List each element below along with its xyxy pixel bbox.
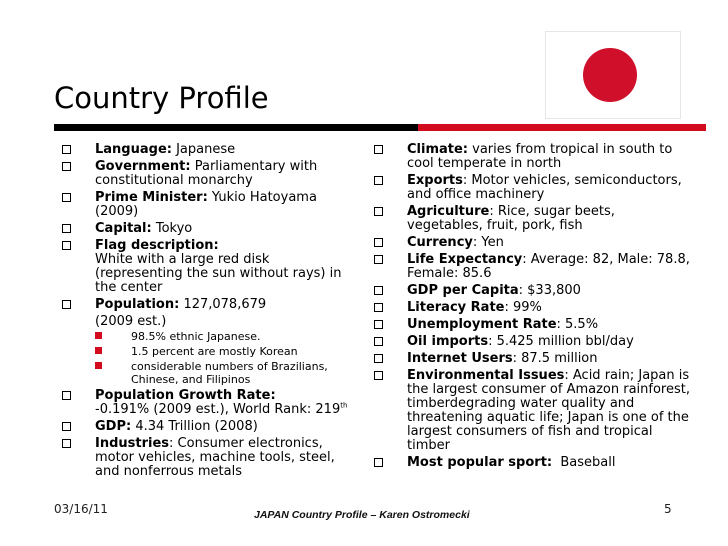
right-column: [374, 143, 692, 473]
item-text: Japanese: [171, 142, 236, 157]
item-text: : 99%: [504, 300, 542, 315]
square-bullet-icon: [62, 193, 71, 202]
population-sublist: [95, 330, 352, 386]
item-label: Oil imports: [407, 334, 489, 349]
square-bullet-icon: [374, 337, 383, 346]
item-text: : Consumer electronics, motor vehicles, machine tools, steel, and nonferrous metals: [95, 436, 335, 479]
list-item-gdp: [62, 420, 352, 434]
item-label: Government:: [95, 159, 191, 174]
list-item-life-expectancy: [374, 253, 692, 281]
item-text: : Yen: [472, 235, 504, 250]
item-text: : 5.5%: [556, 317, 599, 332]
footer-date: 03/16/11: [54, 502, 108, 516]
square-bullet-icon: [374, 238, 383, 247]
list-item-flag-description: [62, 239, 352, 295]
list-item-gdp-per-capita: [374, 284, 692, 298]
item-label: Most popular sport:: [407, 455, 553, 470]
list-item-oil-imports: [374, 335, 692, 349]
square-bullet-icon: [62, 439, 71, 448]
list-item-prime-minister: [62, 191, 352, 219]
item-label: Population Growth Rate:: [95, 388, 276, 403]
item-label: Life Expectancy: [407, 252, 523, 267]
item-label: GDP:: [95, 419, 132, 434]
slide-title: Country Profile: [54, 81, 269, 115]
item-text: 4.34 Trillion (2008): [131, 419, 258, 434]
sub-list-item: [95, 360, 352, 386]
item-text: Yukio Hatoyama (2009): [95, 190, 317, 219]
square-bullet-icon: [62, 422, 71, 431]
title-rule-red: [418, 124, 706, 131]
item-label: GDP per Capita: [407, 283, 519, 298]
item-text: : Motor vehicles, semiconductors, and office machinery: [407, 173, 682, 202]
square-bullet-icon: [374, 207, 383, 216]
item-text-continued: (2009 est.): [95, 314, 167, 329]
square-bullet-icon: [374, 286, 383, 295]
list-item-government: [62, 160, 352, 188]
item-label: Capital:: [95, 221, 152, 236]
footer-title: JAPAN Country Profile – Karen Ostromecki: [254, 509, 470, 521]
flag-red-disk: [583, 48, 637, 102]
item-text: : Rice, sugar beets, vegetables, fruit, pork, fish: [407, 204, 615, 233]
item-text: Tokyo: [151, 221, 193, 236]
item-label: Population:: [95, 297, 180, 312]
item-text: -0.191% (2009 est.), World Rank: 219: [95, 402, 341, 417]
red-square-bullet-icon: [95, 347, 102, 354]
list-item-currency: [374, 236, 692, 250]
item-label: Unemployment Rate: [407, 317, 557, 332]
square-bullet-icon: [374, 371, 383, 380]
square-bullet-icon: [62, 224, 71, 233]
list-item-language: [62, 143, 352, 157]
list-item-exports: [374, 174, 692, 202]
list-item-internet-users: [374, 352, 692, 366]
square-bullet-icon: [374, 176, 383, 185]
square-bullet-icon: [374, 354, 383, 363]
square-bullet-icon: [374, 458, 383, 467]
page-number: 5: [664, 502, 672, 516]
item-label: Currency: [407, 235, 473, 250]
item-text: : 5.425 million bbl/day: [488, 334, 634, 349]
item-label: Environmental Issues: [407, 368, 565, 383]
item-label: Internet Users: [407, 351, 513, 366]
sub-item-text: 98.5% ethnic Japanese.: [131, 330, 261, 343]
title-rule-black: [54, 124, 418, 131]
square-bullet-icon: [62, 241, 71, 250]
sub-item-text: considerable numbers of Brazilians, Chinese, and Filipinos: [131, 360, 328, 386]
list-item-literacy-rate: [374, 301, 692, 315]
item-label: Flag description:: [95, 238, 219, 253]
red-square-bullet-icon: [95, 362, 102, 369]
list-item-agriculture: [374, 205, 692, 233]
square-bullet-icon: [374, 320, 383, 329]
list-item-industries: [62, 437, 352, 479]
list-item-population-growth: [62, 389, 352, 417]
square-bullet-icon: [62, 300, 71, 309]
item-text: 127,078,679: [179, 297, 267, 312]
square-bullet-icon: [62, 145, 71, 154]
item-label: Prime Minister:: [95, 190, 208, 205]
list-item-environmental-issues: [374, 369, 692, 453]
sub-item-text: 1.5 percent are mostly Korean: [131, 345, 298, 358]
sub-list-item: [95, 345, 352, 358]
item-text: varies from tropical in south to cool temperate in north: [407, 142, 673, 171]
list-item-population: [62, 298, 352, 386]
item-text: : Acid rain; Japan is the largest consumer of Amazon rainforest, timberdegrading water quality and threatening aquatic life; Japan is one of the largest consumers of fish and tropical timber: [407, 368, 690, 453]
item-label: Climate:: [407, 142, 469, 157]
item-label: Industries: [95, 436, 170, 451]
item-label: Exports: [407, 173, 463, 188]
item-text: : Average: 82, Male: 78.8, Female: 85.6: [407, 252, 690, 281]
item-text: : 87.5 million: [512, 351, 598, 366]
square-bullet-icon: [62, 162, 71, 171]
item-label: Literacy Rate: [407, 300, 505, 315]
item-text: Parliamentary with constitutional monarchy: [95, 159, 318, 188]
list-item-unemployment-rate: [374, 318, 692, 332]
item-text: White with a large red disk (representing the sun without rays) in the center: [95, 252, 342, 295]
left-column: [62, 143, 352, 482]
item-text: : $33,800: [518, 283, 581, 298]
list-item-capital: [62, 222, 352, 236]
ordinal-suffix: th: [340, 401, 348, 410]
list-item-climate: [374, 143, 692, 171]
list-item-most-popular-sport: [374, 456, 692, 470]
item-label: Language:: [95, 142, 172, 157]
item-text: Baseball: [552, 455, 616, 470]
square-bullet-icon: [374, 303, 383, 312]
red-square-bullet-icon: [95, 332, 102, 339]
square-bullet-icon: [374, 145, 383, 154]
sub-list-item: [95, 330, 352, 343]
square-bullet-icon: [374, 255, 383, 264]
square-bullet-icon: [62, 391, 71, 400]
item-label: Agriculture: [407, 204, 490, 219]
